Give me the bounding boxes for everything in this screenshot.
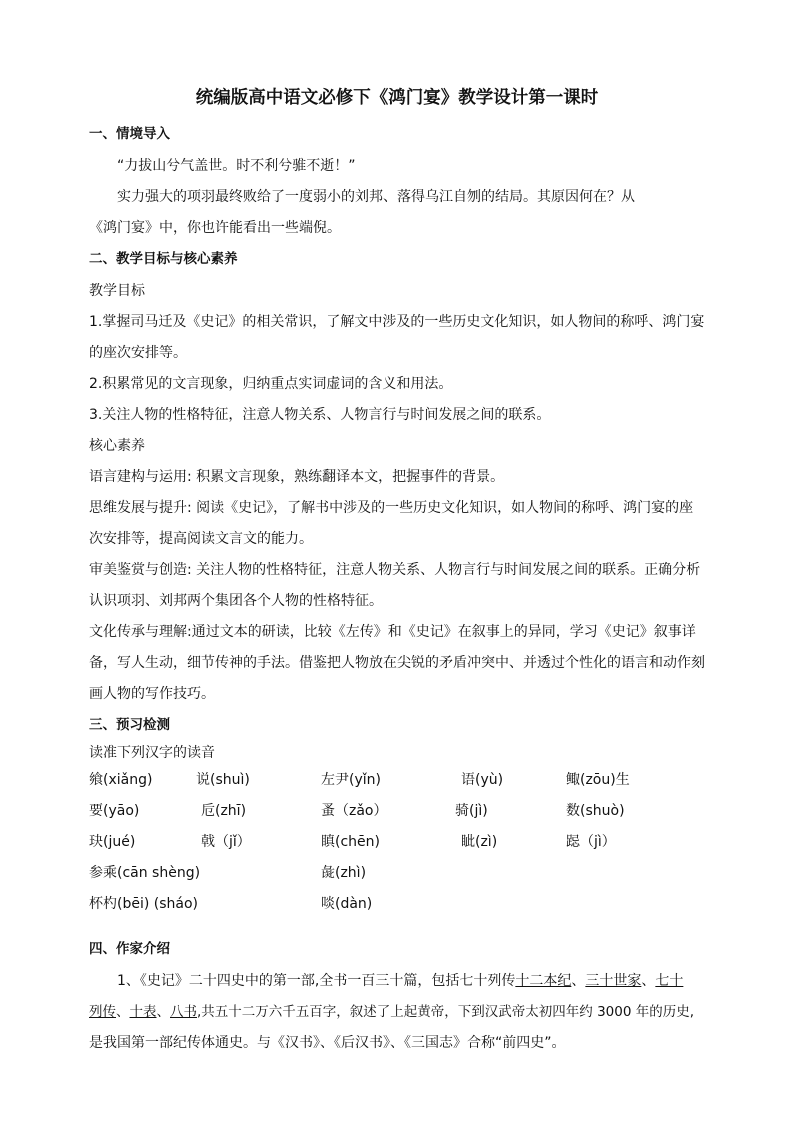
pron-item: 语(yù) bbox=[461, 772, 504, 788]
core-4-line-1: 文化传承与理解:通过文本的研读，比较《左传》和《史记》在叙事上的异同，学习《史记》叙事详 bbox=[89, 624, 696, 640]
core-4-line-2: 备，写人生动，细节传神的手法。借鉴把人物放在尖锐的矛盾冲突中、并透过个性化的语言和动作刻 bbox=[89, 655, 705, 671]
author-text: ,共五十二万六千五百字，叙述了上起黄帝，下到汉武帝太初四年约 3000 年的历史, bbox=[197, 1004, 695, 1020]
underlined-term: 八书 bbox=[170, 1004, 197, 1020]
section-1-heading: 一、情境导入 bbox=[89, 126, 170, 142]
author-text: 1、《史记》二十四史中的第一部,全书一百三十篇，包括七十列传 bbox=[117, 973, 516, 989]
pron-item: 数(shuò) bbox=[566, 803, 625, 819]
pron-item: 骑(jì) bbox=[455, 803, 488, 819]
pron-item: 要(yāo) bbox=[89, 803, 140, 819]
intro-paragraph-line-1: 实力强大的项羽最终败给了一度弱小的刘邦、落得乌江自刎的结局。其原因何在？从 bbox=[117, 189, 635, 205]
pron-item: 杯杓(bēi) (sháo) bbox=[89, 896, 198, 912]
underlined-term: 七十 bbox=[655, 973, 684, 989]
teaching-goals-label: 教学目标 bbox=[89, 283, 145, 299]
author-paragraph-line-1 bbox=[117, 971, 683, 991]
pron-item: 瞋(chēn) bbox=[321, 834, 380, 850]
goal-2: 2.积累常见的文言现象，归纳重点实词虚词的含义和用法。 bbox=[89, 376, 453, 392]
goal-1-line-1: 1.掌握司马迁及《史记》的相关常识，了解文中涉及的一些历史文化知识，如人物间的称呼、鸿门宴 bbox=[89, 314, 705, 330]
goal-3: 3.关注人物的性格特征，注意人物关系、人物言行与时间发展之间的联系。 bbox=[89, 407, 551, 423]
intro-quote: “力拔山兮气盖世。时不利兮骓不逝！” bbox=[117, 158, 356, 174]
pron-item: 彘(zhì) bbox=[321, 865, 367, 881]
pron-item: 跽（jì） bbox=[566, 834, 616, 850]
pron-item: 鲰(zōu)生 bbox=[566, 772, 630, 788]
goal-1-line-2: 的座次安排等。 bbox=[89, 345, 187, 361]
pronunciation-intro: 读准下列汉字的读音 bbox=[89, 745, 215, 761]
section-2-heading: 二、教学目标与核心素养 bbox=[89, 251, 238, 267]
section-4-heading: 四、作家介绍 bbox=[89, 941, 170, 957]
pron-item: 玦(jué) bbox=[89, 834, 136, 850]
section-3-heading: 三、预习检测 bbox=[89, 717, 170, 733]
underlined-term: 十二本纪 bbox=[515, 973, 572, 989]
pron-item: 参乘(cān shèng) bbox=[89, 865, 201, 881]
pron-item: 蚤（zǎo） bbox=[321, 803, 388, 819]
separator: 、 bbox=[116, 1004, 130, 1020]
author-paragraph-line-3: 是我国第一部纪传体通史。与《汉书》、《后汉书》、《三国志》合称“前四史”。 bbox=[89, 1035, 566, 1051]
author-paragraph-line-2 bbox=[89, 1002, 694, 1022]
pron-item: 飨(xiǎng) bbox=[89, 772, 153, 788]
underlined-term: 三十世家 bbox=[585, 973, 642, 989]
page-title: 统编版高中语文必修下《鸿门宴》教学设计第一课时 bbox=[195, 88, 599, 108]
core-4-line-3: 画人物的写作技巧。 bbox=[89, 686, 215, 702]
separator: 、 bbox=[571, 973, 586, 989]
underlined-term: 列传 bbox=[89, 1004, 116, 1020]
pron-item: 卮(zhī) bbox=[201, 803, 247, 819]
pron-item: 左尹(yǐn) bbox=[321, 772, 381, 788]
pron-item: 眦(zì) bbox=[461, 834, 498, 850]
core-3-line-1: 审美鉴赏与创造: 关注人物的性格特征，注意人物关系、人物言行与时间发展之间的联系。正确分析 bbox=[89, 562, 701, 578]
pron-item: 啖(dàn) bbox=[321, 896, 373, 912]
separator: 、 bbox=[641, 973, 656, 989]
intro-paragraph-line-2: 《鸿门宴》中，你也许能看出一些端倪。 bbox=[89, 220, 341, 236]
core-2-line-1: 思维发展与提升: 阅读《史记》，了解书中涉及的一些历史文化知识，如人物间的称呼、鸿门宴的座 bbox=[89, 500, 694, 516]
core-3-line-2: 认识项羽、刘邦两个集团各个人物的性格特征。 bbox=[89, 593, 383, 609]
core-2-line-2: 次安排等，提高阅读文言文的能力。 bbox=[89, 531, 313, 547]
separator: 、 bbox=[156, 1004, 170, 1020]
core-literacy-label: 核心素养 bbox=[89, 438, 145, 454]
underlined-term: 十表 bbox=[129, 1004, 157, 1020]
pron-item: 说(shuì) bbox=[196, 772, 250, 788]
pron-item: 戟（jǐ） bbox=[201, 834, 251, 850]
core-1: 语言建构与运用: 积累文言现象，熟练翻译本文，把握事件的背景。 bbox=[89, 469, 505, 485]
